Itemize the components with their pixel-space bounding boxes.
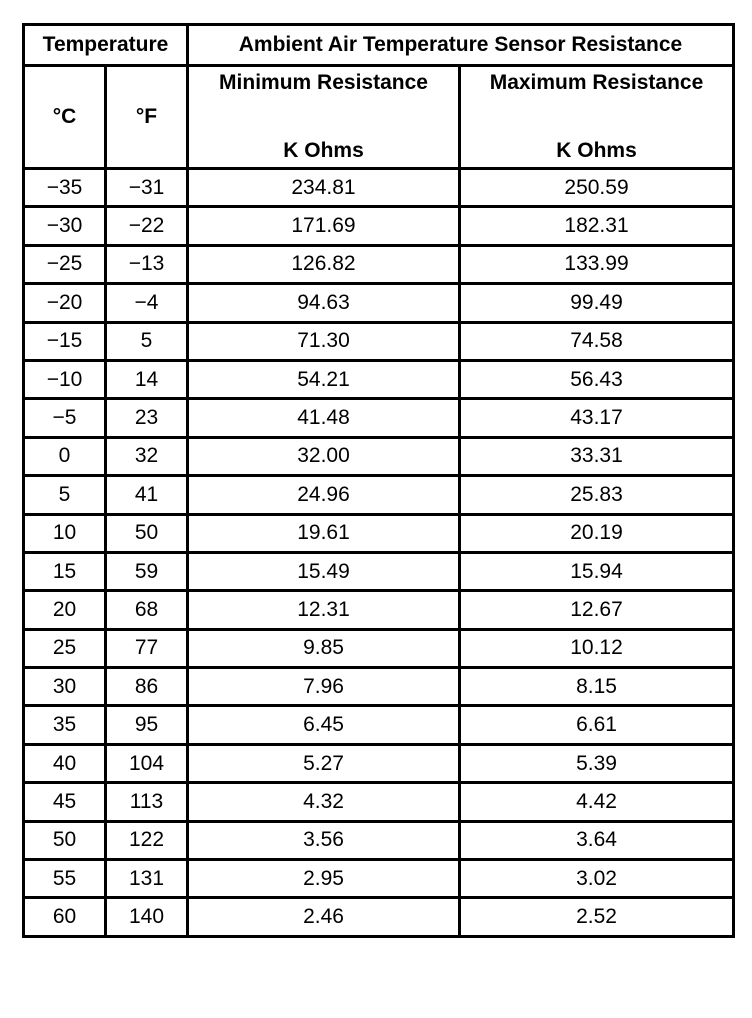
fahrenheit-cell: 14 bbox=[106, 360, 188, 398]
celsius-cell: 45 bbox=[24, 783, 106, 821]
celsius-header: °C bbox=[24, 66, 106, 169]
max-resistance-label: Maximum Resistance bbox=[489, 71, 704, 94]
table-row bbox=[24, 437, 734, 475]
fahrenheit-cell: 59 bbox=[106, 552, 188, 590]
min-resistance-cell: 2.46 bbox=[188, 898, 460, 936]
min-resistance-cell: 126.82 bbox=[188, 245, 460, 283]
fahrenheit-cell: −13 bbox=[106, 245, 188, 283]
celsius-cell: 30 bbox=[24, 668, 106, 706]
celsius-cell: 20 bbox=[24, 591, 106, 629]
fahrenheit-cell: 5 bbox=[106, 322, 188, 360]
min-resistance-cell: 9.85 bbox=[188, 629, 460, 667]
celsius-cell: 40 bbox=[24, 744, 106, 782]
table-row bbox=[24, 360, 734, 398]
min-resistance-cell: 41.48 bbox=[188, 399, 460, 437]
celsius-cell: −15 bbox=[24, 322, 106, 360]
celsius-cell: −25 bbox=[24, 245, 106, 283]
max-resistance-cell: 15.94 bbox=[460, 552, 734, 590]
min-resistance-label: Minimum Resistance bbox=[219, 71, 428, 94]
min-resistance-cell: 24.96 bbox=[188, 476, 460, 514]
min-resistance-cell: 94.63 bbox=[188, 284, 460, 322]
min-resistance-cell: 3.56 bbox=[188, 821, 460, 859]
max-resistance-cell: 33.31 bbox=[460, 437, 734, 475]
max-resistance-cell: 20.19 bbox=[460, 514, 734, 552]
table-row bbox=[24, 245, 734, 283]
max-resistance-cell: 4.42 bbox=[460, 783, 734, 821]
max-resistance-cell: 133.99 bbox=[460, 245, 734, 283]
min-resistance-cell: 5.27 bbox=[188, 744, 460, 782]
fahrenheit-cell: 50 bbox=[106, 514, 188, 552]
min-resistance-cell: 171.69 bbox=[188, 207, 460, 245]
table-row bbox=[24, 514, 734, 552]
max-resistance-cell: 8.15 bbox=[460, 668, 734, 706]
celsius-cell: 60 bbox=[24, 898, 106, 936]
max-resistance-cell: 5.39 bbox=[460, 744, 734, 782]
table-row bbox=[24, 284, 734, 322]
min-resistance-cell: 6.45 bbox=[188, 706, 460, 744]
celsius-cell: 10 bbox=[24, 514, 106, 552]
celsius-cell: 0 bbox=[24, 437, 106, 475]
celsius-cell: −20 bbox=[24, 284, 106, 322]
temperature-header: Temperature bbox=[24, 25, 188, 66]
celsius-cell: 5 bbox=[24, 476, 106, 514]
fahrenheit-cell: 95 bbox=[106, 706, 188, 744]
fahrenheit-cell: 41 bbox=[106, 476, 188, 514]
max-resistance-cell: 250.59 bbox=[460, 169, 734, 207]
min-resistance-cell: 15.49 bbox=[188, 552, 460, 590]
celsius-cell: −30 bbox=[24, 207, 106, 245]
celsius-cell: −35 bbox=[24, 169, 106, 207]
table-row bbox=[24, 860, 734, 898]
max-resistance-cell: 25.83 bbox=[460, 476, 734, 514]
max-resistance-header bbox=[460, 66, 734, 169]
min-resistance-cell: 32.00 bbox=[188, 437, 460, 475]
min-resistance-cell: 7.96 bbox=[188, 668, 460, 706]
min-resistance-unit: K Ohms bbox=[283, 139, 364, 162]
sensor-resistance-table bbox=[22, 23, 735, 938]
fahrenheit-cell: 122 bbox=[106, 821, 188, 859]
table-row bbox=[24, 744, 734, 782]
sensor-title-header: Ambient Air Temperature Sensor Resistance bbox=[188, 25, 734, 66]
min-resistance-cell: 19.61 bbox=[188, 514, 460, 552]
table-row bbox=[24, 207, 734, 245]
table-row bbox=[24, 169, 734, 207]
table-row bbox=[24, 668, 734, 706]
celsius-cell: 25 bbox=[24, 629, 106, 667]
table-row bbox=[24, 476, 734, 514]
max-resistance-cell: 43.17 bbox=[460, 399, 734, 437]
min-resistance-cell: 2.95 bbox=[188, 860, 460, 898]
celsius-cell: 35 bbox=[24, 706, 106, 744]
table-body bbox=[24, 169, 734, 937]
max-resistance-cell: 74.58 bbox=[460, 322, 734, 360]
fahrenheit-cell: −4 bbox=[106, 284, 188, 322]
table-row bbox=[24, 821, 734, 859]
table-row bbox=[24, 399, 734, 437]
max-resistance-cell: 10.12 bbox=[460, 629, 734, 667]
table-row bbox=[24, 898, 734, 936]
table-row bbox=[24, 783, 734, 821]
max-resistance-cell: 6.61 bbox=[460, 706, 734, 744]
fahrenheit-header: °F bbox=[106, 66, 188, 169]
fahrenheit-cell: 32 bbox=[106, 437, 188, 475]
min-resistance-cell: 71.30 bbox=[188, 322, 460, 360]
fahrenheit-cell: 77 bbox=[106, 629, 188, 667]
celsius-cell: 50 bbox=[24, 821, 106, 859]
table-row bbox=[24, 322, 734, 360]
fahrenheit-cell: −22 bbox=[106, 207, 188, 245]
fahrenheit-cell: 113 bbox=[106, 783, 188, 821]
fahrenheit-cell: −31 bbox=[106, 169, 188, 207]
celsius-cell: 15 bbox=[24, 552, 106, 590]
max-resistance-cell: 99.49 bbox=[460, 284, 734, 322]
max-resistance-cell: 3.02 bbox=[460, 860, 734, 898]
table-row bbox=[24, 629, 734, 667]
fahrenheit-cell: 68 bbox=[106, 591, 188, 629]
celsius-cell: −5 bbox=[24, 399, 106, 437]
min-resistance-cell: 234.81 bbox=[188, 169, 460, 207]
table-row bbox=[24, 552, 734, 590]
table-row bbox=[24, 706, 734, 744]
fahrenheit-cell: 86 bbox=[106, 668, 188, 706]
celsius-cell: 55 bbox=[24, 860, 106, 898]
max-resistance-cell: 182.31 bbox=[460, 207, 734, 245]
max-resistance-cell: 12.67 bbox=[460, 591, 734, 629]
max-resistance-cell: 2.52 bbox=[460, 898, 734, 936]
fahrenheit-cell: 104 bbox=[106, 744, 188, 782]
min-resistance-cell: 54.21 bbox=[188, 360, 460, 398]
table-row bbox=[24, 591, 734, 629]
min-resistance-cell: 4.32 bbox=[188, 783, 460, 821]
max-resistance-cell: 56.43 bbox=[460, 360, 734, 398]
max-resistance-unit: K Ohms bbox=[556, 139, 637, 162]
fahrenheit-cell: 140 bbox=[106, 898, 188, 936]
min-resistance-header bbox=[188, 66, 460, 169]
min-resistance-cell: 12.31 bbox=[188, 591, 460, 629]
fahrenheit-cell: 23 bbox=[106, 399, 188, 437]
max-resistance-cell: 3.64 bbox=[460, 821, 734, 859]
fahrenheit-cell: 131 bbox=[106, 860, 188, 898]
celsius-cell: −10 bbox=[24, 360, 106, 398]
